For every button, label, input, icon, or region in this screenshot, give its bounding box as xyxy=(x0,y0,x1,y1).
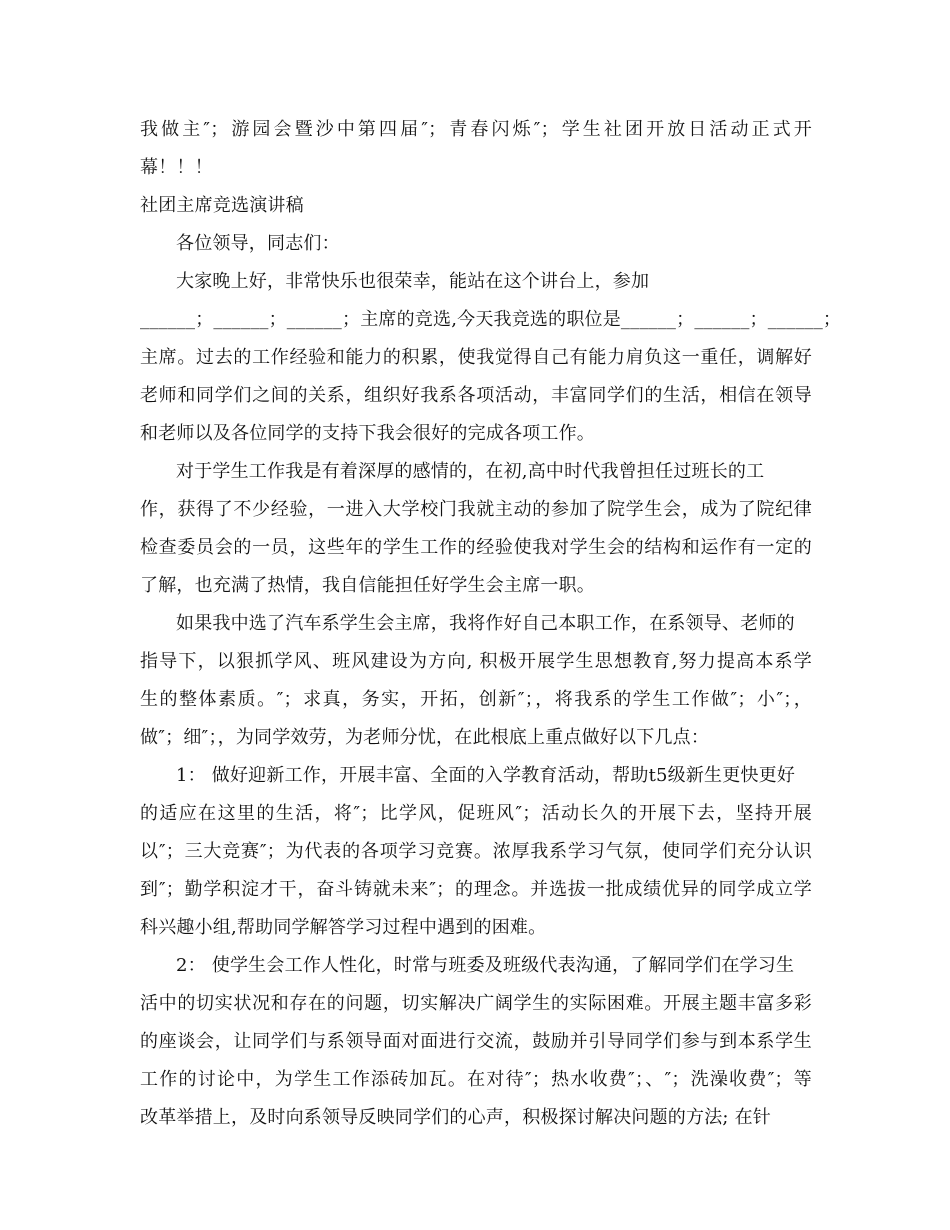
text-line: 主席。过去的工作经验和能力的积累，使我觉得自己有能力肩负这一重任，调解好 xyxy=(140,347,812,368)
document-title: 社团主席竞选演讲稿 xyxy=(140,195,304,216)
text-line: 如果我中选了汽车系学生会主席，我将作好自己本职工作，在系领导、老师的 xyxy=(176,613,795,634)
text-line: 幕！！！ xyxy=(140,157,213,178)
text-line: 作，获得了不少经验，一进入大学校门我就主动的参加了院学生会，成为了院纪律 xyxy=(140,499,812,520)
text-line: 生的整体素质。″；求真，务实，开拓，创新″；，将我系的学生工作做″；小″；， xyxy=(140,689,812,710)
text-line: 活中的切实状况和存在的问题，切实解决广阔学生的实际困难。开展主题丰富多彩 xyxy=(140,993,812,1014)
text-line: 以″；三大竞赛″；为代表的各项学习竞赛。浓厚我系学习气氛，使同学们充分认识 xyxy=(140,841,812,862)
salutation: 各位领导，同志们： xyxy=(176,233,340,254)
text-line: 的适应在这里的生活，将″；比学风，促班风″；活动长久的开展下去，坚持开展 xyxy=(140,803,812,824)
text-line: ______；______；______；主席的竞选,今天我竞选的职位是______；______；______； xyxy=(140,309,842,330)
text-line: 工作的讨论中，为学生工作添砖加瓦。在对待″；热水收费″；、″；洗澡收费″；等 xyxy=(140,1069,812,1090)
text-line: 做″；细″；，为同学效劳，为老师分忧，在此根底上重点做好以下几点： xyxy=(140,727,710,748)
text-line: 了解，也充满了热情，我自信能担任好学生会主席一职。 xyxy=(140,575,595,596)
text-line: 对于学生工作我是有着深厚的感情的，在初,高中时代我曾担任过班长的工 xyxy=(176,461,765,482)
text-line: 改革举措上，及时向系领导反映同学们的心声，积极探讨解决问题的方法; 在针 xyxy=(140,1107,771,1128)
text-line: 大家晚上好，非常快乐也很荣幸，能站在这个讲台上，参加 xyxy=(176,271,650,292)
list-item-1: 1： 做好迎新工作，开展丰富、全面的入学教育活动，帮助t5级新生更快更好 xyxy=(176,765,796,786)
text-line: 科兴趣小组,帮助同学解答学习过程中遇到的困难。 xyxy=(140,917,547,938)
list-item-2: 2： 使学生会工作人性化，时常与班委及班级代表沟通，了解同学们在学习生 xyxy=(176,955,795,976)
text-line: 到″；勤学积淀才干，奋斗铸就未来″；的理念。并选拔一批成绩优异的同学成立学 xyxy=(140,879,812,900)
text-line: 的座谈会，让同学们与系领导面对面进行交流，鼓励并引导同学们参与到本系学生 xyxy=(140,1031,812,1052)
text-line: 指导下，以狠抓学风、班风建设为方向, 积极开展学生思想教育,努力提高本系学 xyxy=(140,651,812,672)
text-line: 和老师以及各位同学的支持下我会很好的完成各项工作。 xyxy=(140,423,595,444)
text-line: 我做主″；游园会暨沙中第四届″；青春闪烁″；学生社团开放日活动正式开 xyxy=(140,119,812,140)
text-line: 检查委员会的一员，这些年的学生工作的经验使我对学生会的结构和运作有一定的 xyxy=(140,537,812,558)
text-line: 老师和同学们之间的关系，组织好我系各项活动，丰富同学们的生活，相信在领导 xyxy=(140,385,812,406)
